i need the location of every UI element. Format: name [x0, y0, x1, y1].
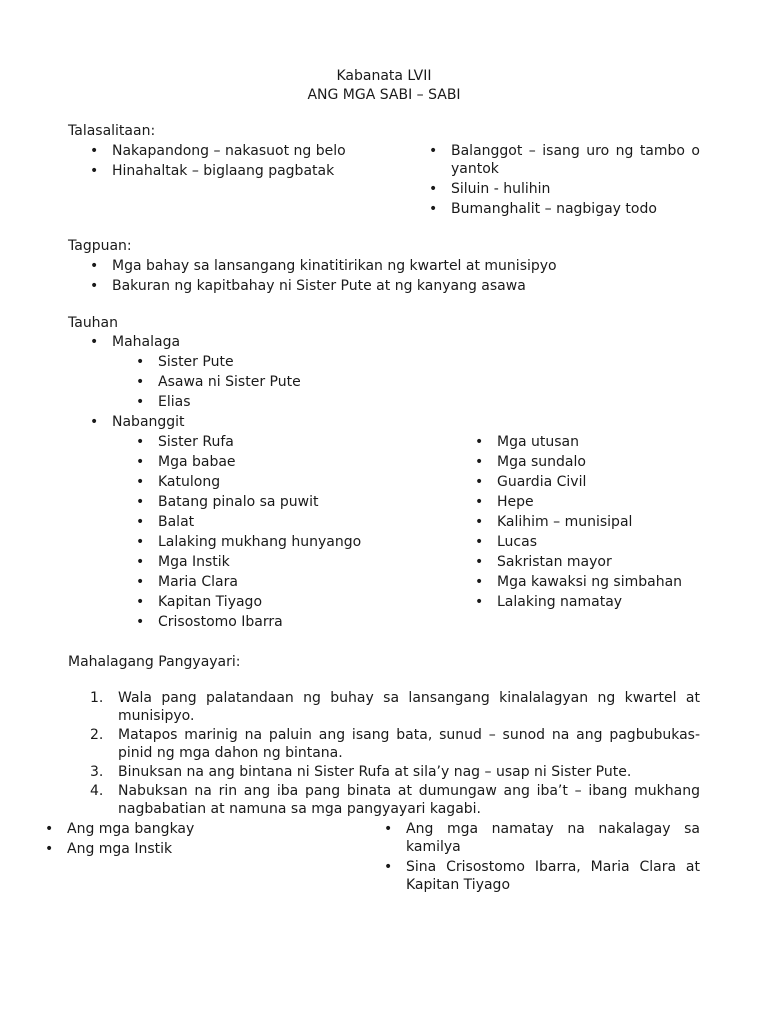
event-text: Wala pang palatandaan ng buhay sa lansangang kinalalagyan ng kwartel at munisipyo.: [118, 690, 700, 724]
list-item: • Maria Clara: [136, 573, 396, 591]
list-item: • Hepe: [475, 493, 715, 511]
list-item: • Mga kawaksi ng simbahan: [475, 573, 715, 591]
event-item: [68, 689, 700, 725]
bottom-right-list: [384, 820, 700, 896]
event-item: [68, 763, 700, 781]
list-item: • Bakuran ng kapitbahay ni Sister Pute at ng kanyang asawa: [90, 277, 700, 295]
event-item: [68, 726, 700, 762]
list-item: • Sina Crisostomo Ibarra, Maria Clara at Kapitan Tiyago: [384, 858, 700, 894]
list-item: • Mga bahay sa lansangang kinatitirikan ng kwartel at munisipyo: [90, 257, 700, 275]
list-item: • Sakristan mayor: [475, 553, 715, 571]
list-item: • Batang pinalo sa puwit: [136, 493, 396, 511]
list-item: • Elias: [136, 393, 396, 411]
chapter-subtitle: ANG MGA SABI – SABI: [307, 87, 461, 103]
list-item: • Mga sundalo: [475, 453, 715, 471]
list-item: • Mahalaga: [90, 333, 390, 351]
nabanggit-group: [90, 413, 390, 433]
pangyayari-heading: Mahalagang Pangyayari:: [68, 654, 241, 670]
list-item: • Kalihim – munisipal: [475, 513, 715, 531]
list-item: • Balat: [136, 513, 396, 531]
list-item: • Bumanghalit – nagbigay todo: [429, 200, 700, 218]
list-item: • Mga utusan: [475, 433, 715, 451]
tagpuan-list: [90, 257, 700, 297]
list-item: • Balanggot – isang uro ng tambo o yantok: [429, 142, 700, 178]
nabanggit-right-list: [475, 433, 715, 613]
list-item: • Ang mga Instik: [45, 840, 345, 858]
event-number: 3.: [90, 764, 104, 780]
list-item: • Siluin - hulihin: [429, 180, 700, 198]
list-item: • Sister Rufa: [136, 433, 396, 451]
nabanggit-left-list: [136, 433, 396, 633]
event-text: Binuksan na ang bintana ni Sister Rufa at sila’y nag – usap ni Sister Pute.: [118, 764, 632, 780]
list-item: • Lucas: [475, 533, 715, 551]
list-item: • Mga Instik: [136, 553, 396, 571]
list-item: • Hinahaltak – biglaang pagbatak: [90, 162, 390, 180]
list-item: • Sister Pute: [136, 353, 396, 371]
list-item: • Asawa ni Sister Pute: [136, 373, 396, 391]
mahalaga-group: [90, 333, 390, 353]
event-number: 4.: [90, 783, 104, 799]
list-item: • Mga babae: [136, 453, 396, 471]
list-item: • Ang mga namatay na nakalagay sa kamilya: [384, 820, 700, 856]
list-item: • Crisostomo Ibarra: [136, 613, 396, 631]
list-item: • Lalaking namatay: [475, 593, 715, 611]
list-item: • Kapitan Tiyago: [136, 593, 396, 611]
list-item: • Lalaking mukhang hunyango: [136, 533, 396, 551]
event-text: Matapos marinig na paluin ang isang bata, sunud – sunod na ang pagbubukas-pinid ng mga dahon ng bintana.: [118, 727, 700, 761]
talasalitaan-left-list: [90, 142, 390, 182]
mahalaga-list: [136, 353, 396, 413]
chapter-title: Kabanata LVII: [336, 68, 432, 84]
talasalitaan-heading: Talasalitaan:: [68, 123, 156, 139]
event-text: Nabuksan na rin ang iba pang binata at dumungaw ang iba’t – ibang mukhang nagbabatian at namuna sa mga pangyayari kagabi.: [118, 783, 700, 817]
list-item: • Ang mga bangkay: [45, 820, 345, 838]
tauhan-heading: Tauhan: [68, 315, 119, 331]
list-item: • Guardia Civil: [475, 473, 715, 491]
event-number: 2.: [90, 727, 104, 743]
list-item: • Nakapandong – nakasuot ng belo: [90, 142, 390, 160]
talasalitaan-right-list: [429, 142, 700, 220]
tagpuan-heading: Tagpuan:: [68, 238, 132, 254]
bottom-left-list: [45, 820, 345, 860]
event-item: [68, 782, 700, 818]
list-item: • Katulong: [136, 473, 396, 491]
events-list: [68, 689, 700, 819]
list-item: • Nabanggit: [90, 413, 390, 431]
event-number: 1.: [90, 690, 104, 706]
